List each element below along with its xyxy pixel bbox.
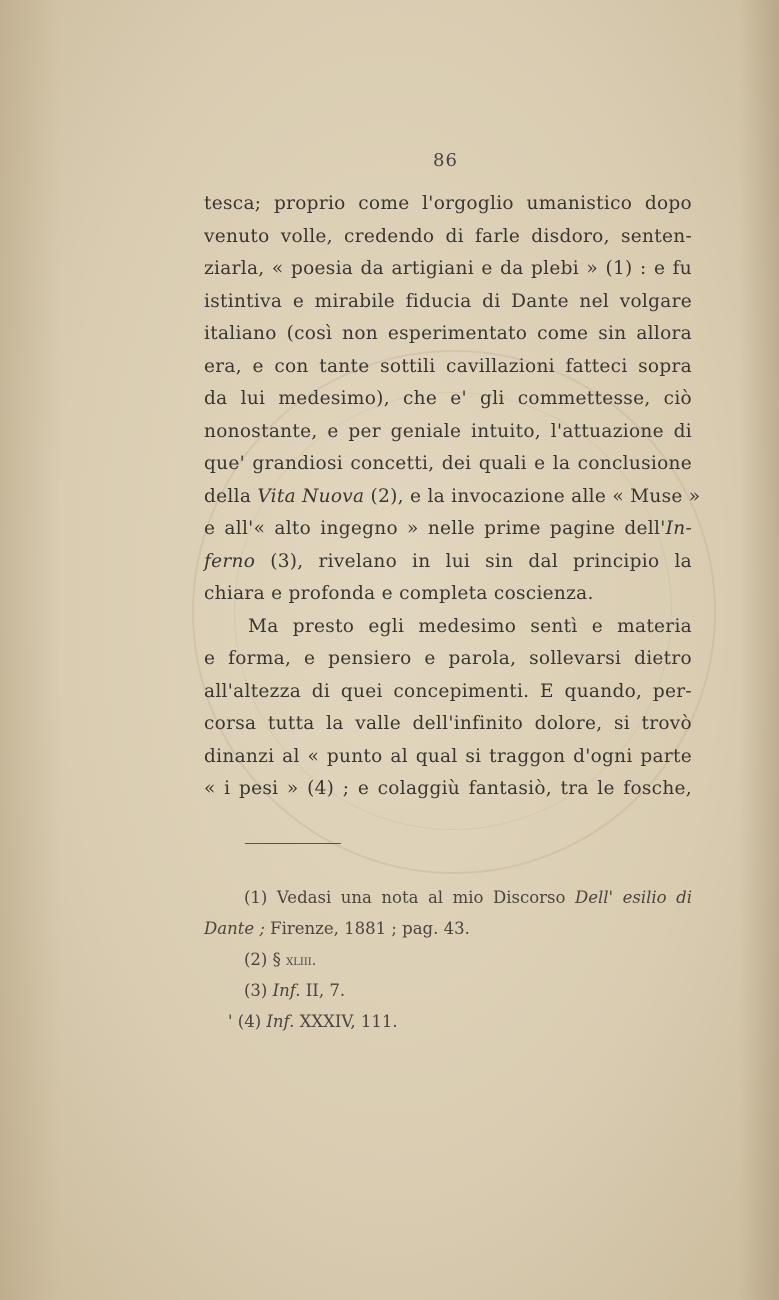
page-shadow-left bbox=[0, 0, 60, 1300]
text-line bbox=[204, 546, 692, 579]
text-line: e forma, e pensiero e parola, sollevarsi dietro bbox=[204, 648, 692, 669]
text-line: Ma presto egli medesimo sentì e materia bbox=[248, 615, 692, 637]
footnote-text: Firenze, 1881 ; pag. 43. bbox=[264, 919, 470, 938]
text-run: (2), e la invocazione alle « Muse » bbox=[364, 485, 701, 507]
text-line: venuto volle, credendo di farle disdoro, senten- bbox=[204, 225, 692, 247]
footnote-text: II, 7. bbox=[300, 981, 346, 1000]
text-line: « i pesi » (4) ; e colaggiù fantasiò, tra le fosche, bbox=[204, 778, 692, 799]
footnote-1-cont bbox=[204, 913, 692, 944]
footnote-title: Dante ; bbox=[204, 919, 265, 938]
text-line: dinanzi al « punto al qual si traggon d'ogni parte bbox=[204, 745, 692, 767]
book-title-vita-nuova: Vita Nuova bbox=[257, 485, 365, 507]
text-line bbox=[204, 513, 692, 546]
text-run: e all'« alto ingegno » nelle prime pagine dell' bbox=[204, 518, 666, 539]
footnote-divider bbox=[245, 843, 341, 844]
text-line bbox=[204, 481, 701, 514]
text-line: ziarla, « poesia da artigiani e da plebi » (1) : e fu bbox=[204, 258, 692, 279]
footnote-1 bbox=[204, 882, 692, 913]
text-line: nonostante, e per geniale intuito, l'attuazione di bbox=[204, 420, 692, 442]
text-run: della bbox=[204, 485, 258, 507]
text-line: all'altezza di quei concepimenti. E quando, per- bbox=[204, 680, 692, 702]
text-line: que' grandiosi concetti, dei quali e la conclusione bbox=[204, 453, 692, 474]
footnote-title: Dell' esilio di bbox=[574, 888, 692, 907]
footnote-4 bbox=[204, 1006, 692, 1037]
text-line: italiano (così non esperimentato come sin allora bbox=[204, 323, 692, 344]
text-run: (3), rivelano in lui sin dal principio la bbox=[255, 550, 692, 572]
page-shadow-right bbox=[739, 0, 779, 1300]
text-line: da lui medesimo), che e' gli commettesse, ciò bbox=[204, 388, 692, 409]
footnote-abbrev: Inf. bbox=[272, 981, 301, 1000]
footnote-text: XXXIV, 111. bbox=[294, 1012, 398, 1031]
footnote-text: (1) Vedasi una nota al mio Discorso bbox=[244, 888, 575, 907]
footnote-ref: xliii. bbox=[286, 953, 317, 969]
footnote-text: (2) § bbox=[244, 950, 287, 969]
book-title-inferno: In- bbox=[665, 518, 692, 539]
text-line: corsa tutta la valle dell'infinito dolore, si trovò bbox=[204, 713, 692, 734]
footnote-text: (3) bbox=[244, 981, 273, 1000]
footnote-text: (4) bbox=[237, 1012, 267, 1031]
footnotes bbox=[204, 882, 692, 1037]
footnote-2 bbox=[204, 944, 692, 975]
footnote-abbrev: Inf. bbox=[266, 1012, 295, 1031]
text-line: chiara e profonda e completa coscienza. bbox=[204, 583, 594, 604]
text-line: era, e con tante sottili cavillazioni fatteci sopra bbox=[204, 355, 692, 377]
main-text bbox=[204, 188, 701, 806]
text-line: istintiva e mirabile fiducia di Dante nel volgare bbox=[204, 290, 692, 312]
book-title-inferno-cont: ferno bbox=[204, 550, 256, 572]
footnote-3 bbox=[204, 975, 692, 1006]
text-line: tesca; proprio come l'orgoglio umanistico dopo bbox=[204, 193, 692, 214]
page-number: 86 bbox=[433, 150, 458, 171]
footnote-mark: ' bbox=[228, 1012, 238, 1031]
